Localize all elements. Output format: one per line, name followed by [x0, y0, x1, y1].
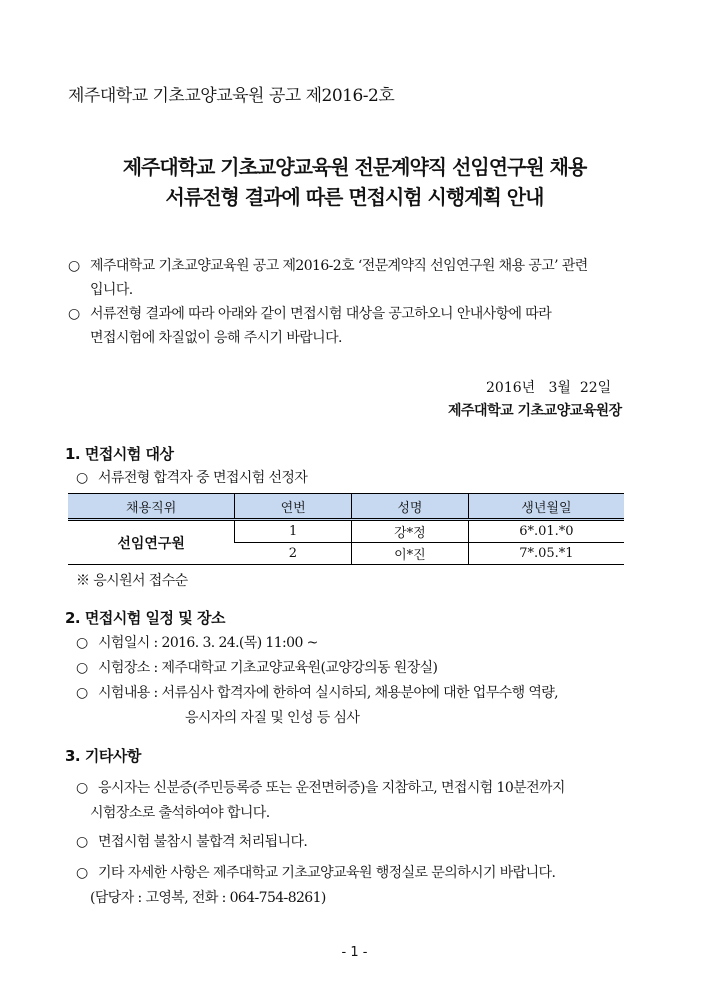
section3-heading: 3. 기타사항: [65, 747, 141, 765]
table-header-row: [68, 494, 624, 520]
number-cell: 2: [235, 543, 352, 565]
number-cell: 1: [235, 520, 352, 543]
table-row: [68, 520, 624, 543]
document-title-line1: 제주대학교 기초교양교육원 전문계약직 선임연구원 채용: [122, 155, 587, 179]
section3-item-3-cont: (담당자 : 고영복, 전화 : 064-754-8261): [90, 890, 326, 906]
section2-heading: 2. 면접시험 일정 및 장소: [65, 609, 225, 627]
issuer-name: 제주대학교 기초교양교육원장: [448, 403, 622, 419]
name-cell: 이*진: [352, 543, 469, 565]
bullet-icon: ○: [68, 258, 80, 274]
name-cell: 강*정: [352, 520, 469, 543]
bullet-icon: ○: [76, 635, 88, 651]
section2-item-3-cont: 응시자의 자질 및 인성 등 심사: [185, 710, 360, 726]
section3-item-1: ○ 응시자는 신분증(주민등록증 또는 운전면허증)을 지참하고, 면접시험 10분전까지: [76, 780, 565, 796]
bullet-icon: ○: [68, 306, 80, 322]
section2-item-3: ○ 시험내용 : 서류심사 합격자에 한하여 실시하되, 채용분야에 대한 업무수행 역량,: [76, 685, 559, 701]
bullet-icon: ○: [76, 660, 88, 676]
bullet-icon: ○: [76, 780, 88, 796]
col-header-position: 채용직위: [68, 494, 235, 520]
birthdate-cell: 7*.05.*1: [468, 543, 624, 565]
section3-item-2: ○ 면접시험 불참시 불합격 처리됩니다.: [76, 834, 308, 850]
bullet-icon: ○: [76, 470, 88, 486]
intro-item-1: ○ 제주대학교 기초교양교육원 공고 제2016-2호 ‘전문계약직 선임연구원 채용 공고’ 관련: [68, 258, 588, 274]
section1-note: ※ 응시원서 접수순: [76, 573, 188, 589]
intro-item-2: ○ 서류전형 결과에 따라 아래와 같이 면접시험 대상을 공고하오니 안내사항에 따라: [68, 306, 552, 322]
section1-subtitle: ○ 서류전형 합격자 중 면접시험 선정자: [76, 470, 308, 486]
bullet-icon: ○: [76, 834, 88, 850]
bullet-icon: ○: [76, 685, 88, 701]
section3-item-3: ○ 기타 자세한 사항은 제주대학교 기초교양교육원 행정실로 문의하시기 바랍니다.: [76, 865, 556, 881]
notice-number: 제주대학교 기초교양교육원 공고 제2016-2호: [68, 86, 395, 106]
col-header-number: 연번: [235, 494, 352, 520]
section2-item-2: ○ 시험장소 : 제주대학교 기초교양교육원(교양강의동 원장실): [76, 660, 438, 676]
intro-item-2-cont: 면접시험에 차질없이 응해 주시기 바랍니다.: [90, 330, 342, 346]
col-header-birthdate: 생년월일: [468, 494, 624, 520]
col-header-name: 성명: [352, 494, 469, 520]
birthdate-cell: 6*.01.*0: [468, 520, 624, 543]
position-cell: 선임연구원: [68, 520, 235, 565]
bullet-icon: ○: [76, 865, 88, 881]
section3-item-1-cont: 시험장소로 출석하여야 합니다.: [90, 805, 270, 821]
candidate-table: [68, 493, 624, 565]
document-title-line2: 서류전형 결과에 따른 면접시험 시행계획 안내: [165, 185, 544, 209]
intro-item-1-cont: 입니다.: [90, 282, 133, 298]
section1-heading: 1. 면접시험 대상: [65, 445, 174, 463]
notice-date: 2016년 3월 22일: [486, 380, 612, 396]
section2-item-1: ○ 시험일시 : 2016. 3. 24.(목) 11:00 ~: [76, 635, 318, 651]
page-number: - 1 -: [341, 945, 368, 960]
